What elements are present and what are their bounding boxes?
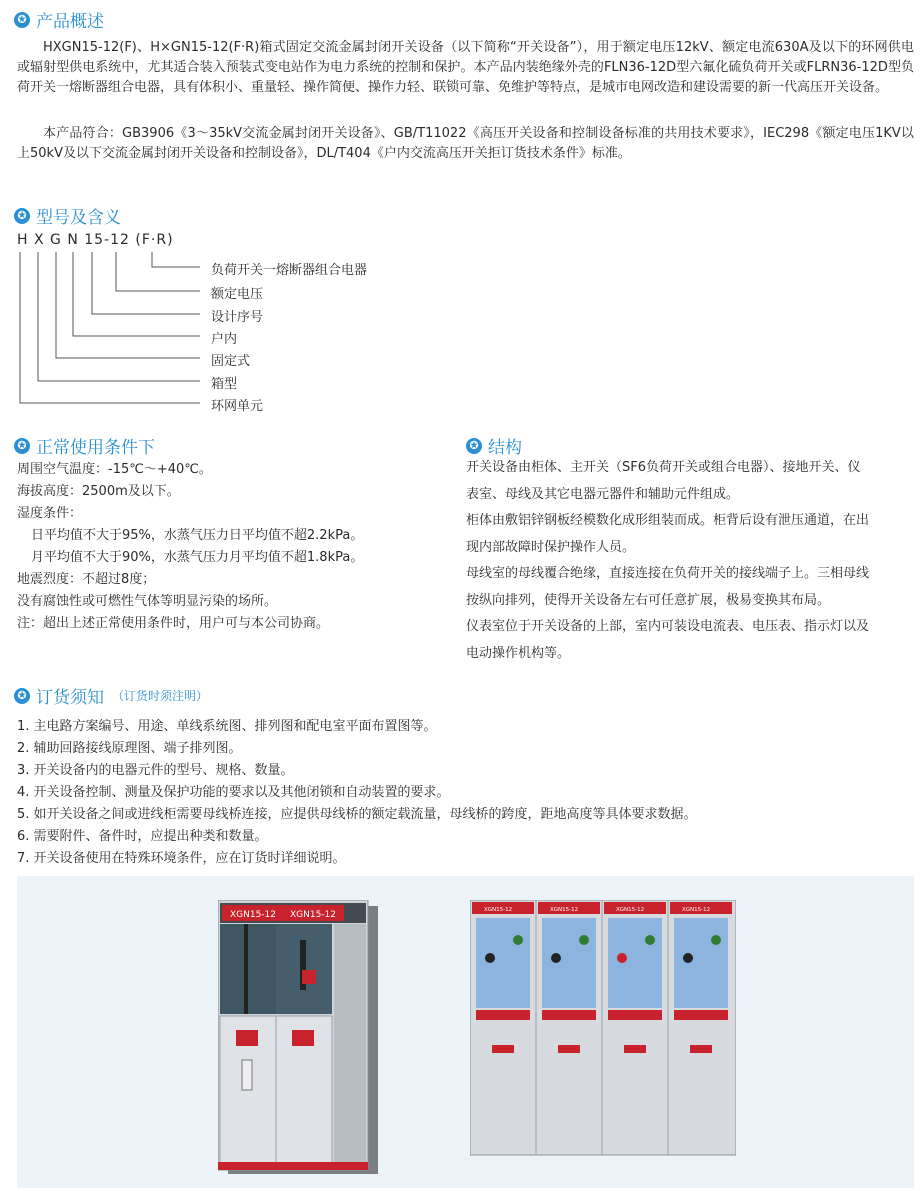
- condition-line: 月平均值不大于90%，水蒸气压力月平均值不超1.8kPa。: [31, 550, 364, 565]
- structure-line: 按纵向排列，使得开关设备左右可任意扩展，极易变换其布局。: [466, 592, 831, 608]
- model-title: ✪ 型号及含义: [14, 203, 121, 228]
- ordering-list: [17, 716, 697, 870]
- structure-line: 开关设备由柜体、主开关（SF6负荷开关或组合电器）、接地开关、仪: [466, 460, 861, 475]
- ordering-item: 4. 开关设备控制、测量及保护功能的要求以及其他闭锁和自动装置的要求。: [17, 785, 450, 800]
- overview-paragraph-1: HXGN15-12(F)、H×GN15-12(F·R)箱式固定交流金属封闭开关设备（以下简称“开关设备”），用于额定电压12kV、额定电流630A及以下的环网供电或辐射型供电系统中，尤其适合装入预装式变电站作为电力系统的控制和保护。本产品内装绝缘外壳的FLN36-12D型六氟化硫负荷开关或FLRN36-12D型负荷开关一熔断器组合电器，具有体积小、重量轻、操作简便、操作力轻、联锁可靠、免维护等特点，是城市电网改造和建设需要的新一代高压开关设备。: [17, 40, 914, 95]
- cabinet-label: XGN15-12: [484, 907, 513, 913]
- structure-line: 现内部故障时保护操作人员。: [466, 539, 636, 555]
- conditions-list: [17, 459, 363, 635]
- ordering-item: 7. 开关设备使用在特殊环境条件，应在订货时详细说明。: [17, 851, 346, 866]
- star-icon: ✪: [14, 438, 30, 454]
- structure-line: 柜体由敷铝锌钢板经模数化成形组装而成。柜背后设有泄压通道，在出: [466, 513, 870, 528]
- condition-line: 没有腐蚀性或可燃性气体等明显污染的场所。: [17, 594, 278, 609]
- star-icon: ✪: [14, 208, 30, 224]
- condition-line: 地震烈度：不超过8度；: [17, 572, 156, 587]
- bracket-line-7: [20, 252, 200, 403]
- ordering-subtitle: （订货时须注明）: [112, 689, 209, 703]
- overview-paragraph-2: 本产品符合：GB3906《3～35kV交流金属封闭开关设备》、GB/T11022《高压开关设备和控制设备标准的共用技术要求》，IEC298《额定电压1KV以上50kV及以下交流金属封闭开关设备和控制设备》，DL/T404《户内交流高压开关拒订货技术条件》标准。: [17, 126, 914, 161]
- ordering-title: ✪ 订货须知 （订货时须注明）: [14, 683, 208, 708]
- structure-line: 母线室的母线覆合绝缘，直接连接在负荷开关的接线端子上。三相母线: [466, 566, 870, 581]
- conditions-title: ✪ 正常使用条件下: [14, 433, 155, 458]
- structure-line: 表室、母线及其它电器元器件和辅助元件组成。: [466, 486, 740, 502]
- structure-title: ✪ 结构: [466, 433, 522, 458]
- structure-line: 仪表室位于开关设备的上部，室内可装设电流表、电压表、指示灯以及: [466, 619, 870, 634]
- model-meaning-3: 设计序号: [211, 310, 264, 325]
- bracket-line-2: [116, 252, 200, 291]
- ordering-item: 1. 主电路方案编号、用途、单线系统图、排列图和配电室平面布置图等。: [17, 719, 437, 734]
- star-icon: ✪: [14, 12, 30, 28]
- cabinet-label: XGN15-12: [229, 910, 277, 920]
- cabinet-label: XGN15-12: [550, 907, 579, 913]
- switchgear-photo-right: [470, 900, 736, 1160]
- bracket-line-6: [38, 252, 200, 381]
- ordering-item: 5. 如开关设备之间或进线柜需要母线桥连接，应提供母线桥的额定载流量，母线桥的跨度，距地高度等具体要求数据。: [17, 807, 697, 822]
- model-bracket-diagram: [0, 0, 920, 420]
- condition-line: 周围空气温度：-15℃～+40℃。: [17, 462, 212, 477]
- condition-line: 注：超出上述正常使用条件时，用户可与本公司协商。: [17, 616, 330, 631]
- bracket-line-1: [152, 252, 200, 267]
- bracket-line-5: [56, 252, 200, 358]
- structure-line: 电动操作机构等。: [466, 645, 571, 661]
- model-meaning-4: 户内: [211, 332, 238, 347]
- ordering-item: 6. 需要附件、备件时，应提出种类和数量。: [17, 829, 268, 844]
- condition-line: 海拔高度：2500m及以下。: [17, 484, 180, 499]
- ordering-item: 3. 开关设备内的电器元件的型号、规格、数量。: [17, 763, 294, 778]
- model-meaning-2: 额定电压: [211, 287, 264, 302]
- cabinet-label: XGN15-12: [682, 907, 711, 913]
- overview-title: ✪ 产品概述: [14, 7, 104, 32]
- model-meaning-6: 箱型: [211, 377, 238, 392]
- star-icon: ✪: [466, 438, 482, 454]
- model-meaning-1: 负荷开关一熔断器组合电器: [211, 263, 368, 278]
- bracket-line-3: [92, 252, 200, 314]
- product-photo-area: [17, 876, 914, 1188]
- model-meaning-7: 环网单元: [211, 399, 264, 414]
- condition-line: 湿度条件：: [17, 506, 83, 521]
- switchgear-photo-left: [218, 900, 378, 1178]
- star-icon: ✪: [14, 688, 30, 704]
- cabinet-label: XGN15-12: [289, 910, 337, 920]
- cabinet-label: XGN15-12: [616, 907, 645, 913]
- model-code: H X G N 15-12 (F·R): [17, 232, 174, 248]
- model-meaning-5: 固定式: [211, 354, 251, 369]
- condition-line: 日平均值不大于95%，水蒸气压力日平均值不超2.2kPa。: [31, 528, 364, 543]
- structure-text: [466, 455, 869, 667]
- ordering-item: 2. 辅助回路接线原理图、端子排列图。: [17, 741, 242, 756]
